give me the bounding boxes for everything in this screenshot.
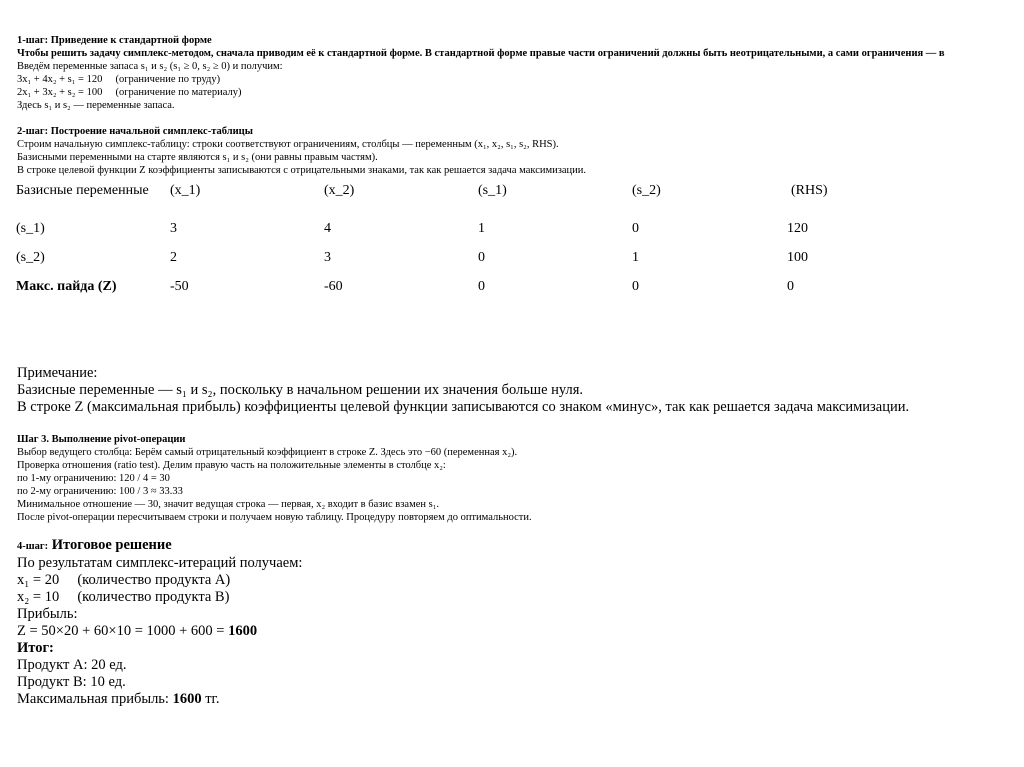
- step4-product-b: Продукт B: 10 ед.: [17, 674, 126, 690]
- step4-profit: [17, 623, 1017, 640]
- step4-x1: x₁ = 20 (количество продукта A): [17, 572, 231, 588]
- table-cell: 120: [787, 221, 808, 236]
- step2-section: [17, 125, 1017, 177]
- step3-title: Шаг 3. Выполнение pivot-операции: [17, 434, 186, 445]
- table-cell: 3: [170, 221, 177, 236]
- step3-line3: по 1-му ограничению: 120 / 4 = 30: [17, 473, 170, 484]
- step2-line2: Базисными переменными на старте являются s₁ и s₂ (они равны правым частям).: [17, 152, 378, 163]
- step1-intro: Чтобы решить задачу симплекс-методом, сначала приводим её к стандартной форме. В стандартной форме правые части ограничений должны быть неотрицательными, а сами ограничения — в: [17, 48, 945, 59]
- table-cell: -60: [324, 279, 343, 294]
- remark-line2: В строке Z (максимальная прибыль) коэффициенты целевой функции записываются со знаком «минус», так как решается задача максимизации.: [17, 399, 910, 415]
- simplex-table: [16, 183, 911, 308]
- step4-line1: По результатам симплекс-итераций получаем:: [17, 555, 303, 571]
- step4-heading: [17, 537, 1017, 555]
- table-cell: 0: [478, 279, 485, 294]
- step1-title: 1-шаг: Приведение к стандартной форме: [17, 35, 212, 46]
- table-cell: 1: [632, 250, 639, 265]
- table-header-cell: (s_1): [478, 183, 507, 198]
- table-cell: 2: [170, 250, 177, 265]
- step3-line5: Минимальное отношение — 30, значит ведущая строка — первая, x₂ входит в базис взамен s₁.: [17, 499, 439, 510]
- table-cell: 0: [787, 279, 794, 294]
- remark-line1: Базисные переменные — s₁ и s₂, поскольку в начальном решении их значения больше нуля.: [17, 382, 584, 398]
- table-cell: 3: [324, 250, 331, 265]
- table-header-cell: Базисные переменные: [16, 183, 149, 198]
- step4-profit-label: Прибыль:: [17, 606, 78, 622]
- table-cell: 4: [324, 221, 331, 236]
- step3-line1: Выбор ведущего столбца: Берём самый отрицательный коэффициент в строке Z. Здесь это −60 (переменная x₂).: [17, 447, 518, 458]
- max-profit-value: 1600: [172, 691, 202, 707]
- step4-section: [17, 537, 1017, 708]
- table-cell: Макс. пайда (Z): [16, 279, 117, 294]
- step1-section: [17, 34, 1017, 112]
- step3-section: [17, 433, 1017, 524]
- table-header-row: [16, 183, 911, 221]
- step3-line6: После pivot-операции пересчитываем строки и получаем новую таблицу. Процедуру повторяем до оптимальности.: [17, 512, 532, 523]
- remark-section: [17, 365, 1017, 416]
- step4-title: Итоговое решение: [51, 537, 172, 553]
- table-header-cell: (s_2): [632, 183, 661, 198]
- table-cell: 0: [632, 279, 639, 294]
- step2-title: 2-шаг: Построение начальной симплекс-таблицы: [17, 126, 253, 137]
- table-cell: (s_1): [16, 221, 45, 236]
- step3-line4: по 2-му ограничению: 100 / 3 ≈ 33.33: [17, 486, 183, 497]
- table-header-cell: (x_1): [170, 183, 201, 198]
- max-profit-unit: тг.: [201, 691, 220, 707]
- profit-expression: Z = 50×20 + 60×10 = 1000 + 600 =: [17, 623, 229, 639]
- table-cell: (s_2): [16, 250, 45, 265]
- step4-max-profit: [17, 691, 1017, 708]
- table-cell: -50: [170, 279, 189, 294]
- step4-prefix: 4-шаг:: [17, 541, 49, 552]
- table-cell: 0: [632, 221, 639, 236]
- step4-x2: x₂ = 10 (количество продукта B): [17, 589, 230, 605]
- table-header-cell: (RHS): [791, 183, 828, 198]
- document-page: [17, 34, 1017, 708]
- step1-eq2: 2x₁ + 3x₂ + s₂ = 100 (ограничение по материалу): [17, 87, 242, 98]
- table-header-cell: (x_2): [324, 183, 355, 198]
- table-row: [16, 250, 911, 279]
- step2-line3: В строке целевой функции Z коэффициенты записываются с отрицательными знаками, так как решается задача максимизации.: [17, 165, 587, 176]
- profit-value: 1600: [228, 623, 258, 639]
- remark-title: Примечание:: [17, 365, 98, 381]
- step1-eq1: 3x₁ + 4x₂ + s₁ = 120 (ограничение по труду): [17, 74, 221, 85]
- step1-slack-intro: Введём переменные запаса s₁ и s₂ (s₁ ≥ 0, s₂ ≥ 0) и получим:: [17, 61, 283, 72]
- table-row: [16, 221, 911, 250]
- step3-line2: Проверка отношения (ratio test). Делим правую часть на положительные элементы в столбце x₂:: [17, 460, 446, 471]
- table-row: [16, 279, 911, 308]
- step4-result-label: Итог:: [17, 640, 54, 656]
- max-profit-label: Максимальная прибыль:: [17, 691, 173, 707]
- step2-line1: Строим начальную симплекс-таблицу: строки соответствуют ограничениям, столбцы — переменным (x₁, x₂, s₁, s₂, RHS).: [17, 139, 559, 150]
- step1-note: Здесь s₁ и s₂ — переменные запаса.: [17, 100, 175, 111]
- table-cell: 100: [787, 250, 808, 265]
- table-cell: 0: [478, 250, 485, 265]
- table-cell: 1: [478, 221, 485, 236]
- step4-product-a: Продукт A: 20 ед.: [17, 657, 127, 673]
